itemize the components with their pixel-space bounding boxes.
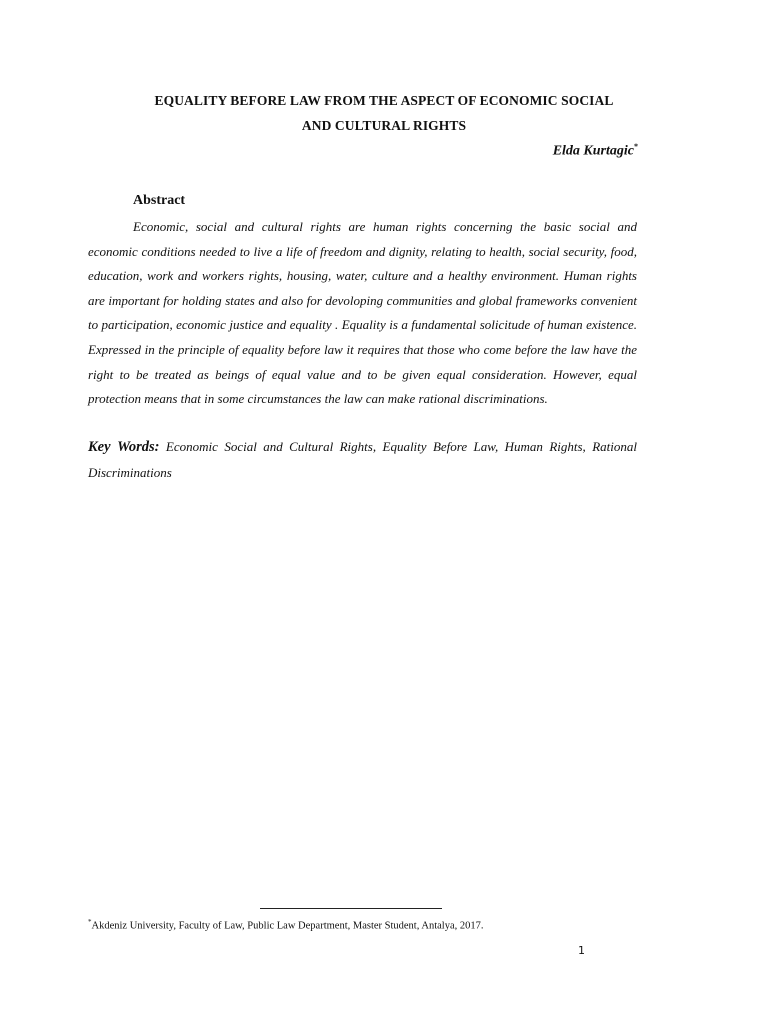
- keywords-text: Economic Social and Cultural Rights, Equality Before Law, Human Rights, Rational Discriminations: [88, 439, 637, 480]
- author-name-text: Elda Kurtagic: [552, 143, 634, 159]
- keywords-label: Key Words:: [88, 439, 160, 455]
- abstract-body: Economic, social and cultural rights are human rights concerning the basic social and economic conditions needed to live a life of freedom and dignity, relating to health, social security, food, education, work and workers rights, housing, water, culture and a healthy environment. Human rights are important for holding states and also for devoloping communities and global frameworks convenient to participation, economic justice and equality . Equality is a fundamental solicitude of human existence. Expressed in the principle of equality before law it requires that those who come before the law have the right to be treated as beings of equal value and to be given equal consideration. However, equal protection means that in some circumstances the law can make rational discriminations.: [88, 219, 637, 407]
- footnote-separator: [260, 908, 442, 909]
- abstract-heading: Abstract: [133, 193, 186, 208]
- author-name: [553, 142, 638, 160]
- author-footnote-mark: *: [634, 142, 638, 151]
- keywords-paragraph: [88, 434, 637, 485]
- footnote-mark: *: [88, 918, 92, 926]
- footnote: [88, 918, 484, 932]
- paper-title-line-1: EQUALITY BEFORE LAW FROM THE ASPECT OF ECONOMIC SOCIAL: [154, 93, 614, 108]
- paper-title-line-2: AND CULTURAL RIGHTS: [301, 118, 467, 133]
- page-number: 1: [578, 944, 585, 957]
- footnote-text: Akdeniz University, Faculty of Law, Public Law Department, Master Student, Antalya, 2017.: [91, 920, 484, 932]
